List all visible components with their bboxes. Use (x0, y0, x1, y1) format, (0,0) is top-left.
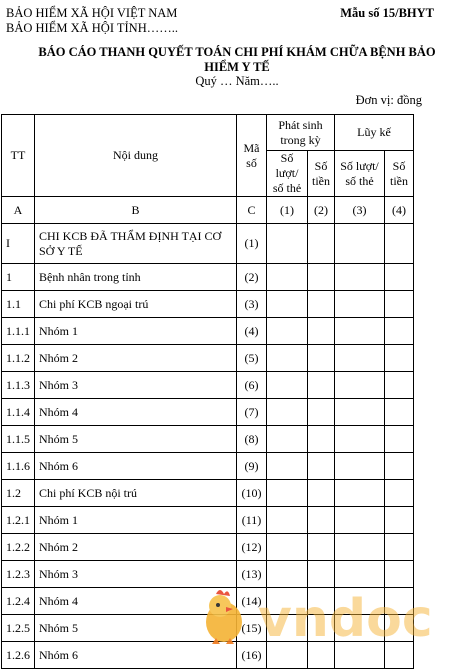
row-content: Nhóm 6 (35, 453, 237, 480)
row-content: Nhóm 4 (35, 588, 237, 615)
row-cumulative-amount (384, 453, 413, 480)
row-cumulative-count (334, 507, 384, 534)
row-arising-count (267, 264, 308, 291)
row-content: Nhóm 1 (35, 507, 237, 534)
row-tt: 1.1.6 (2, 453, 35, 480)
row-code: (13) (237, 561, 267, 588)
row-arising-amount (308, 642, 335, 669)
row-arising-amount (308, 264, 335, 291)
row-cumulative-amount (384, 426, 413, 453)
row-content: Nhóm 5 (35, 615, 237, 642)
row-code: (8) (237, 426, 267, 453)
table-header (2, 115, 414, 197)
row-cumulative-amount (384, 399, 413, 426)
header-cumulative: Lũy kế (334, 115, 413, 151)
row-arising-amount (308, 507, 335, 534)
header-cumulative-amount: Số tiền (384, 151, 413, 197)
row-cumulative-count (334, 264, 384, 291)
header-arising-count: Số lượt/ số thẻ (267, 151, 308, 197)
row-arising-amount (308, 318, 335, 345)
table-row (2, 561, 414, 588)
row-tt: 1.2.6 (2, 642, 35, 669)
report-title-line-2: HIỂM Y TẾ (204, 60, 270, 74)
table-row (2, 399, 414, 426)
row-arising-amount (308, 426, 335, 453)
header-arising-amount: Số tiền (308, 151, 335, 197)
row-tt: 1 (2, 264, 35, 291)
row-code: (10) (237, 480, 267, 507)
row-tt: 1.1.1 (2, 318, 35, 345)
row-cumulative-amount (384, 224, 413, 264)
row-code: (3) (237, 291, 267, 318)
row-cumulative-amount (384, 615, 413, 642)
header-cumulative-count: Số lượt/ số thẻ (334, 151, 384, 197)
row-code: (4) (237, 318, 267, 345)
row-content: Bệnh nhân trong tỉnh (35, 264, 237, 291)
row-cumulative-amount (384, 534, 413, 561)
row-arising-amount (308, 399, 335, 426)
table-body (2, 197, 414, 669)
row-arising-count (267, 224, 308, 264)
row-arising-amount (308, 372, 335, 399)
row-arising-amount (308, 534, 335, 561)
org-line-1: BẢO HIỂM XÃ HỘI VIỆT NAM (6, 6, 178, 20)
row-arising-amount (308, 480, 335, 507)
table-row (2, 480, 414, 507)
row-arising-amount (308, 561, 335, 588)
row-content: Nhóm 3 (35, 561, 237, 588)
row-tt: 1.1 (2, 291, 35, 318)
row-code: (16) (237, 642, 267, 669)
table-row (2, 534, 414, 561)
row-cumulative-amount (384, 372, 413, 399)
row-arising-count (267, 426, 308, 453)
column-index-row (2, 197, 414, 224)
index-cell: C (237, 197, 267, 224)
row-cumulative-count (334, 345, 384, 372)
row-arising-amount (308, 588, 335, 615)
row-tt: I (2, 224, 35, 264)
report-table (1, 114, 414, 669)
row-content: CHI KCB ĐÃ THẨM ĐỊNH TẠI CƠ SỞ Y TẾ (35, 224, 237, 264)
index-cell: (4) (384, 197, 413, 224)
row-code: (15) (237, 615, 267, 642)
table-row (2, 453, 414, 480)
report-title (0, 45, 474, 75)
table-row (2, 588, 414, 615)
report-period: Quý … Năm….. (195, 74, 279, 88)
row-arising-amount (308, 453, 335, 480)
row-code: (2) (237, 264, 267, 291)
row-content: Chi phí KCB nội trú (35, 480, 237, 507)
row-cumulative-amount (384, 291, 413, 318)
header-arising: Phát sinh trong kỳ (267, 115, 335, 151)
row-code: (9) (237, 453, 267, 480)
row-code: (12) (237, 534, 267, 561)
row-arising-count (267, 399, 308, 426)
row-arising-count (267, 615, 308, 642)
row-cumulative-amount (384, 561, 413, 588)
report-title-line-1: BÁO CÁO THANH QUYẾT TOÁN CHI PHÍ KHÁM CHỮA BỆNH BẢO (38, 45, 436, 59)
row-code: (14) (237, 588, 267, 615)
row-arising-count (267, 480, 308, 507)
row-arising-count (267, 345, 308, 372)
row-arising-amount (308, 345, 335, 372)
table-row (2, 642, 414, 669)
index-cell: (2) (308, 197, 335, 224)
row-tt: 1.2.1 (2, 507, 35, 534)
row-tt: 1.1.2 (2, 345, 35, 372)
table-row (2, 372, 414, 399)
table-row (2, 345, 414, 372)
row-code: (5) (237, 345, 267, 372)
row-tt: 1.2.4 (2, 588, 35, 615)
row-tt: 1.2.5 (2, 615, 35, 642)
row-tt: 1.1.3 (2, 372, 35, 399)
row-tt: 1.2.2 (2, 534, 35, 561)
organization-header (6, 6, 178, 36)
row-code: (11) (237, 507, 267, 534)
row-cumulative-count (334, 372, 384, 399)
row-cumulative-count (334, 426, 384, 453)
row-cumulative-count (334, 642, 384, 669)
index-cell: (3) (334, 197, 384, 224)
row-arising-amount (308, 224, 335, 264)
row-content: Nhóm 5 (35, 426, 237, 453)
row-content: Nhóm 3 (35, 372, 237, 399)
row-code: (7) (237, 399, 267, 426)
form-code: Mẫu số 15/BHYT (340, 6, 434, 20)
row-arising-amount (308, 615, 335, 642)
watermark-text: vndoc (258, 589, 433, 649)
table-row (2, 264, 414, 291)
row-cumulative-count (334, 399, 384, 426)
row-cumulative-count (334, 615, 384, 642)
header-code: Mã số (237, 115, 267, 197)
table-row (2, 615, 414, 642)
row-content: Chi phí KCB ngoại trú (35, 291, 237, 318)
row-cumulative-amount (384, 345, 413, 372)
row-cumulative-amount (384, 318, 413, 345)
row-cumulative-count (334, 588, 384, 615)
row-tt: 1.2.3 (2, 561, 35, 588)
row-cumulative-count (334, 318, 384, 345)
row-arising-count (267, 507, 308, 534)
row-arising-count (267, 588, 308, 615)
row-cumulative-amount (384, 642, 413, 669)
table-row (2, 291, 414, 318)
row-arising-count (267, 534, 308, 561)
row-tt: 1.1.4 (2, 399, 35, 426)
row-content: Nhóm 6 (35, 642, 237, 669)
index-cell: A (2, 197, 35, 224)
row-tt: 1.1.5 (2, 426, 35, 453)
row-cumulative-amount (384, 264, 413, 291)
header-tt: TT (2, 115, 35, 197)
table-row (2, 224, 414, 264)
row-tt: 1.2 (2, 480, 35, 507)
row-arising-count (267, 291, 308, 318)
row-cumulative-count (334, 291, 384, 318)
header-content: Nội dung (35, 115, 237, 197)
row-code: (6) (237, 372, 267, 399)
row-arising-count (267, 453, 308, 480)
org-line-2: BẢO HIỂM XÃ HỘI TỈNH…….. (6, 21, 178, 35)
row-arising-amount (308, 291, 335, 318)
row-cumulative-amount (384, 507, 413, 534)
row-arising-count (267, 372, 308, 399)
table-row (2, 318, 414, 345)
row-cumulative-count (334, 224, 384, 264)
index-cell: B (35, 197, 237, 224)
row-cumulative-count (334, 480, 384, 507)
row-code: (1) (237, 224, 267, 264)
row-cumulative-amount (384, 588, 413, 615)
row-content: Nhóm 1 (35, 318, 237, 345)
table-row (2, 507, 414, 534)
table-row (2, 426, 414, 453)
row-content: Nhóm 2 (35, 345, 237, 372)
row-cumulative-amount (384, 480, 413, 507)
row-arising-count (267, 318, 308, 345)
row-arising-count (267, 642, 308, 669)
row-cumulative-count (334, 453, 384, 480)
row-cumulative-count (334, 534, 384, 561)
row-cumulative-count (334, 561, 384, 588)
index-cell: (1) (267, 197, 308, 224)
row-arising-count (267, 561, 308, 588)
row-content: Nhóm 4 (35, 399, 237, 426)
row-content: Nhóm 2 (35, 534, 237, 561)
currency-unit: Đơn vị: đồng (355, 93, 422, 107)
